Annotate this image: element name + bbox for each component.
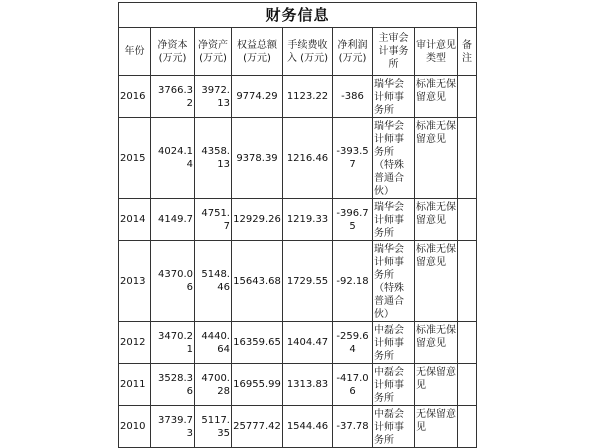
cell-opinion: 标准无保留意见 [415,241,458,322]
table-title: 财务信息 [119,3,477,28]
cell-total-equity: 16955.99 [232,364,283,406]
cell-total-equity: 9378.39 [232,118,283,199]
cell-note [458,406,477,448]
cell-net-profit: -396.75 [333,199,373,241]
financial-info-sheet [118,2,476,448]
cell-net-capital: 3528.36 [151,364,195,406]
column-header-note: 备注 [458,28,477,76]
table-row [119,118,477,199]
cell-total-equity: 25777.42 [232,406,283,448]
cell-net-assets: 4358.13 [195,118,232,199]
cell-year: 2011 [119,364,151,406]
cell-total-equity: 9774.29 [232,76,283,118]
cell-opinion: 标准无保留意见 [415,199,458,241]
header-row [119,28,477,76]
financial-info-table [118,2,477,448]
cell-net-assets: 5148.46 [195,241,232,322]
cell-total-equity: 16359.65 [232,322,283,364]
column-header-auditor: 主审会计事务所 [373,28,415,76]
cell-auditor: 中磊会计师事务所 [373,364,415,406]
cell-auditor: 瑞华会计师事务所（特殊普通合伙） [373,118,415,199]
cell-net-capital: 4370.06 [151,241,195,322]
cell-opinion: 标准无保留意见 [415,76,458,118]
cell-auditor: 中磊会计师事务所 [373,406,415,448]
cell-year: 2016 [119,76,151,118]
column-header-net-assets: 净资产 (万元) [195,28,232,76]
column-header-fee-income: 手续费收入 (万元) [283,28,333,76]
cell-note [458,199,477,241]
cell-note [458,118,477,199]
cell-fee-income: 1216.46 [283,118,333,199]
cell-year: 2012 [119,322,151,364]
cell-fee-income: 1123.22 [283,76,333,118]
cell-net-capital: 3739.73 [151,406,195,448]
table-row [119,76,477,118]
cell-auditor: 瑞华会计师事务所 [373,199,415,241]
cell-note [458,76,477,118]
cell-net-assets: 3972.13 [195,76,232,118]
cell-fee-income: 1219.33 [283,199,333,241]
table-row [119,241,477,322]
cell-note [458,241,477,322]
cell-auditor: 瑞华会计师事务所（特殊普通合伙） [373,241,415,322]
cell-total-equity: 12929.26 [232,199,283,241]
cell-auditor: 瑞华会计师事务所 [373,76,415,118]
column-header-total-equity: 权益总额 (万元) [232,28,283,76]
table-row [119,199,477,241]
cell-opinion: 标准无保留意见 [415,118,458,199]
cell-note [458,364,477,406]
cell-opinion: 无保留意见 [415,406,458,448]
cell-fee-income: 1313.83 [283,364,333,406]
cell-year: 2013 [119,241,151,322]
cell-opinion: 标准无保留意见 [415,322,458,364]
cell-net-profit: -92.18 [333,241,373,322]
cell-net-capital: 3470.21 [151,322,195,364]
cell-year: 2014 [119,199,151,241]
table-row [119,406,477,448]
cell-net-capital: 4149.7 [151,199,195,241]
cell-net-profit: -417.06 [333,364,373,406]
cell-net-profit: -393.57 [333,118,373,199]
cell-net-assets: 4440.64 [195,322,232,364]
cell-net-capital: 4024.14 [151,118,195,199]
cell-note [458,322,477,364]
column-header-net-profit: 净利润 (万元) [333,28,373,76]
cell-year: 2015 [119,118,151,199]
column-header-opinion: 审计意见类型 [415,28,458,76]
cell-net-assets: 4700.28 [195,364,232,406]
cell-total-equity: 15643.68 [232,241,283,322]
cell-fee-income: 1404.47 [283,322,333,364]
cell-fee-income: 1544.46 [283,406,333,448]
cell-net-profit: -259.64 [333,322,373,364]
cell-year: 2010 [119,406,151,448]
cell-net-capital: 3766.32 [151,76,195,118]
cell-fee-income: 1729.55 [283,241,333,322]
cell-opinion: 无保留意见 [415,364,458,406]
cell-auditor: 中磊会计师事务所 [373,322,415,364]
cell-net-profit: -386 [333,76,373,118]
column-header-year: 年份 [119,28,151,76]
table-row [119,364,477,406]
cell-net-assets: 4751.7 [195,199,232,241]
cell-net-assets: 5117.35 [195,406,232,448]
column-header-net-capital: 净资本 (万元) [151,28,195,76]
table-row [119,322,477,364]
cell-net-profit: -37.78 [333,406,373,448]
